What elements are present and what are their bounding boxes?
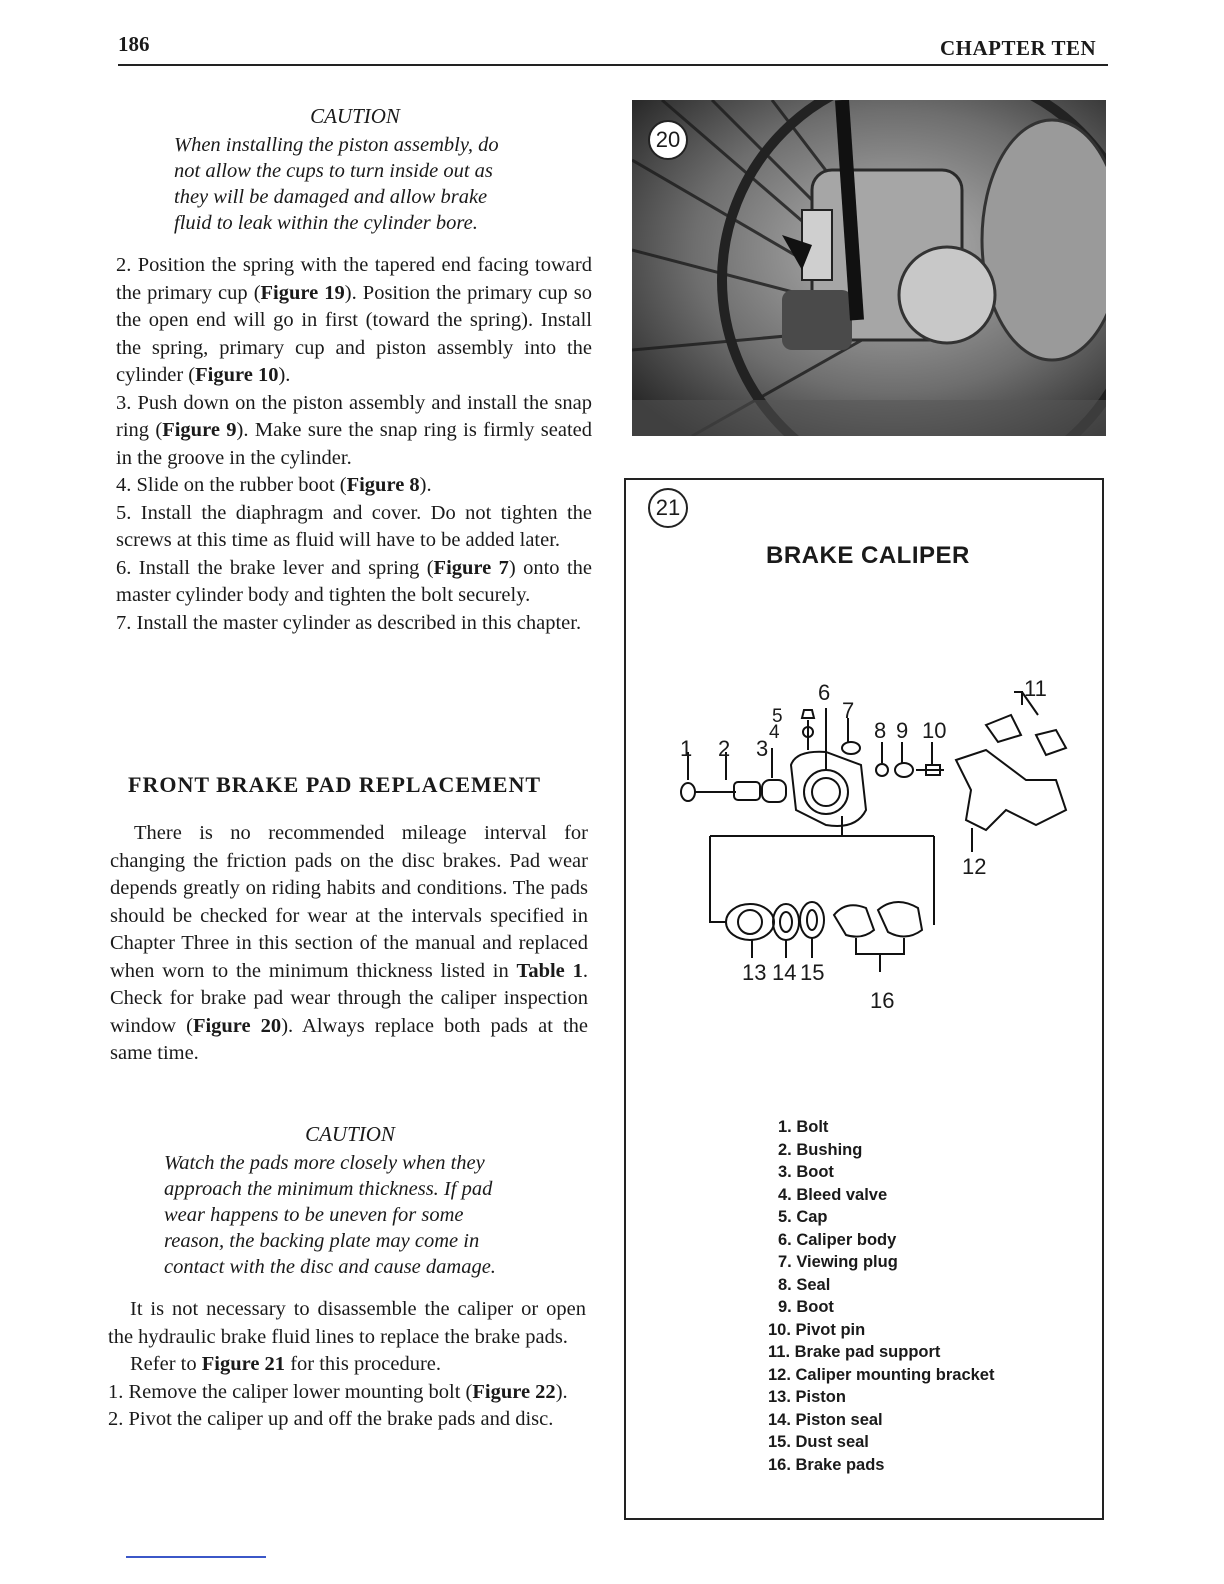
paragraph-disassemble: It is not necessary to disassemble the caliper or open the hydraulic brake fluid lines to replace the brake pads. <box>108 1298 586 1348</box>
step-7: 7. Install the master cylinder as described in this chapter. <box>116 611 582 634</box>
legend-item: 16. Brake pads <box>768 1455 885 1474</box>
figure-20-photo <box>632 100 1106 436</box>
part-caliper-body <box>791 752 866 826</box>
step-6: 6. Install the brake lever and spring (Figure 7) onto the master cylinder body and tighten the bolt securely. <box>116 556 592 606</box>
legend-item: 4. Bleed valve <box>778 1185 888 1204</box>
figure-21-number: 21 <box>648 488 688 528</box>
callout-8: 8 <box>874 718 887 743</box>
callout-3: 3 <box>756 736 769 761</box>
procedure-step-2: 2. Pivot the caliper up and off the brake pads and disc. <box>108 1408 554 1430</box>
callout-1: 1 <box>680 736 693 761</box>
caution-line: contact with the disc and cause damage. <box>164 1256 496 1278</box>
parts-legend <box>768 1116 995 1476</box>
legend-item: 6. Caliper body <box>778 1230 897 1249</box>
part-caliper-bracket <box>956 750 1066 830</box>
part-pad-support <box>986 715 1021 742</box>
caution-line: reason, the backing plate may come in <box>164 1230 480 1252</box>
legend-item: 3. Boot <box>778 1163 834 1181</box>
legend-item: 14. Piston seal <box>768 1410 883 1429</box>
callout-4: 4 <box>769 722 780 743</box>
section-heading: FRONT BRAKE PAD REPLACEMENT <box>128 772 542 797</box>
part-bolt <box>681 783 695 801</box>
callout-15: 15 <box>800 960 825 985</box>
part-dust-seal <box>800 902 824 938</box>
step-2: 2. Position the spring with the tapered end facing toward the primary cup (Figure 19). Position the primary cup so the open end will go in first (toward the spring). Install the spring, primary cup and piston assembly into the cylinder (Figure 10). <box>116 254 592 386</box>
brake-caliper-photo <box>632 100 1106 436</box>
caution-line: approach the minimum thickness. If pad <box>164 1178 493 1200</box>
caution-line: they will be damaged and allow brake <box>174 186 488 208</box>
procedure-block <box>108 1296 586 1434</box>
caution-line: fluid to leak within the cylinder bore. <box>174 212 478 234</box>
callout-7: 7 <box>842 698 855 723</box>
part-boot <box>762 780 786 802</box>
legend-item: 5. Cap <box>778 1208 828 1226</box>
part-boot-9 <box>895 763 913 777</box>
callout-6: 6 <box>818 680 831 705</box>
callout-13: 13 <box>742 960 767 985</box>
callout-2: 2 <box>718 736 731 761</box>
callout-16: 16 <box>870 988 895 1013</box>
caution-body <box>174 132 574 236</box>
callout-14: 14 <box>772 960 797 985</box>
caution-title: CAUTION <box>310 104 400 128</box>
legend-item: 13. Piston <box>768 1388 846 1406</box>
figure-21-box <box>624 478 1104 1520</box>
callout-5: 5 <box>772 706 783 727</box>
step-5: 5. Install the diaphragm and cover. Do not tighten the screws at this time as fluid will have to be added later. <box>116 501 592 551</box>
callout-11: 11 <box>1024 676 1047 701</box>
header-rule <box>118 64 1108 66</box>
caution-line: Watch the pads more closely when they <box>164 1152 485 1174</box>
figure-20-number: 20 <box>648 120 688 160</box>
legend-item: 8. Seal <box>778 1275 831 1294</box>
caution-title-2: CAUTION <box>305 1122 395 1146</box>
page-number: 186 <box>118 32 150 56</box>
intro-paragraph: There is no recommended mileage interval for changing the friction pads on the disc brakes. Pad wear depends greatly on riding habits and conditions. The pads should be checked for wear at the intervals specified in Chapter Three in this section of the manual and replaced when worn to the minimum thickness listed in Table 1. Check for brake pad wear through the caliper inspection window (Figure 20). Always replace both pads at the same time. <box>110 822 588 1064</box>
legend-item: 10. Pivot pin <box>768 1320 866 1339</box>
caution-line: wear happens to be uneven for some <box>164 1204 464 1226</box>
steps-block <box>116 252 592 637</box>
step-4: 4. Slide on the rubber boot (Figure 8). <box>116 474 432 496</box>
chapter-title: CHAPTER TEN <box>940 36 1097 60</box>
legend-item: 11. Brake pad support <box>768 1343 941 1361</box>
brake-caliper-diagram <box>626 480 1102 1040</box>
caution-body-2 <box>164 1150 564 1280</box>
part-cap <box>802 710 814 718</box>
caution-line: not allow the cups to turn inside out as <box>174 160 493 182</box>
legend-item: 15. Dust seal <box>768 1433 869 1451</box>
legend-item: 9. Boot <box>778 1298 834 1316</box>
bottom-mark <box>126 1556 266 1558</box>
callout-12: 12 <box>962 854 987 879</box>
paragraph-refer: Refer to Figure 21 for this procedure. <box>130 1353 442 1375</box>
part-seal <box>876 764 888 776</box>
callout-10: 10 <box>922 718 947 743</box>
legend-item: 2. Bushing <box>778 1140 863 1159</box>
step-3: 3. Push down on the piston assembly and install the snap ring (Figure 9). Make sure the snap ring is firmly seated in the groove in the cylinder. <box>116 391 592 469</box>
legend-item: 1. Bolt <box>778 1118 829 1136</box>
caution-line: When installing the piston assembly, do <box>174 134 499 156</box>
legend-item: 12. Caliper mounting bracket <box>768 1365 995 1384</box>
legend-item: 7. Viewing plug <box>778 1253 898 1271</box>
procedure-step-1: 1. Remove the caliper lower mounting bolt (Figure 22). <box>108 1380 568 1403</box>
part-brake-pad <box>834 905 874 936</box>
diagram-title: BRAKE CALIPER <box>766 542 970 569</box>
part-piston-seal <box>773 904 799 940</box>
part-viewing-plug <box>842 742 860 754</box>
part-bushing <box>734 782 760 800</box>
callout-9: 9 <box>896 718 909 743</box>
